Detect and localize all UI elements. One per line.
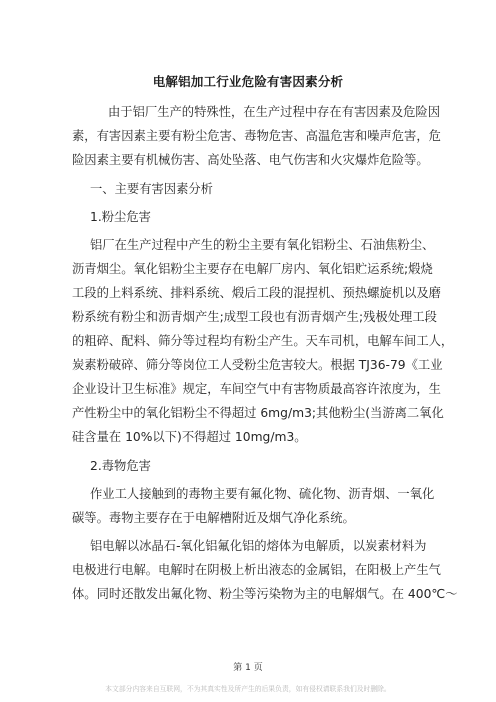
- paragraph-line: 的粗碎、配料、筛分等过程均有粉尘产生。天车司机，电解车间工人，: [72, 334, 454, 348]
- paragraph-line: 铝厂在生产过程中产生的粉尘主要有氧化铝粉尘、石油焦粉尘、: [90, 238, 435, 252]
- paragraph-line: 沥青烟尘。氧化铝粉尘主要存在电解厂房内、氧化铝贮运系统;煅烧: [72, 262, 433, 276]
- paragraph-line: 产性粉尘中的氧化铝粉尘不得超过 6mg/m3;其他粉尘(当游离二氧化: [72, 406, 444, 420]
- paragraph-line: 电极进行电解。电解时在阴极上析出液态的金属铝，在阳极上产生气: [72, 563, 441, 577]
- paragraph-line: 铝电解以冰晶石-氧化铝氟化铝的熔体为电解质，以炭素材料为: [90, 539, 427, 553]
- paragraph-line: 硅含量在 10%以下)不得超过 10mg/m3。: [72, 430, 307, 444]
- page-number: 第 1 页: [233, 663, 263, 673]
- paragraph-line: 由于铝厂生产的特殊性，在生产过程中存在有害因素及危险因: [108, 105, 441, 119]
- paragraph-line: 素，有害因素主要有粉尘危害、毒物危害、高温危害和噪声危害，危: [72, 129, 441, 143]
- paragraph-line: 险因素主要有机械伤害、高处坠落、电气伤害和火灾爆炸危险等。: [72, 153, 429, 167]
- paragraph-line: 粉系统有粉尘和沥青烟产生;成型工段也有沥青烟产生;残极处理工段: [72, 310, 437, 324]
- paragraph-line: 企业设计卫生标准》规定，车间空气中有害物质最高容许浓度为，生: [72, 382, 441, 396]
- paragraph-line: 体。同时还散发出氟化物、粉尘等污染物为主的电解烟气。在 400℃～: [72, 587, 458, 601]
- page-title: 电解铝加工行业危险有害因素分析: [152, 74, 344, 89]
- paragraph-line: 工段的上料系统、排料系统、煅后工段的混捏机、预热螺旋机以及磨: [72, 286, 441, 300]
- paragraph-line: 碳等。毒物主要存在于电解槽附近及烟气净化系统。: [72, 511, 355, 525]
- section-heading: 一、主要有害因素分析: [90, 182, 213, 196]
- subsection-heading: 1.粉尘危害: [90, 210, 151, 224]
- paragraph-line: 作业工人接触到的毒物主要有氟化物、硫化物、沥青烟、一氧化: [90, 487, 435, 501]
- paragraph-line: 炭素粉破碎、筛分等岗位工人受粉尘危害较大。根据 TJ36-79《工业: [72, 358, 443, 372]
- subsection-heading: 2.毒物危害: [90, 459, 151, 473]
- disclaimer-text: 本文部分内容来自互联网，不为其真实性及所产生的后果负责，如有侵权请联系我们及时删除。: [105, 685, 391, 693]
